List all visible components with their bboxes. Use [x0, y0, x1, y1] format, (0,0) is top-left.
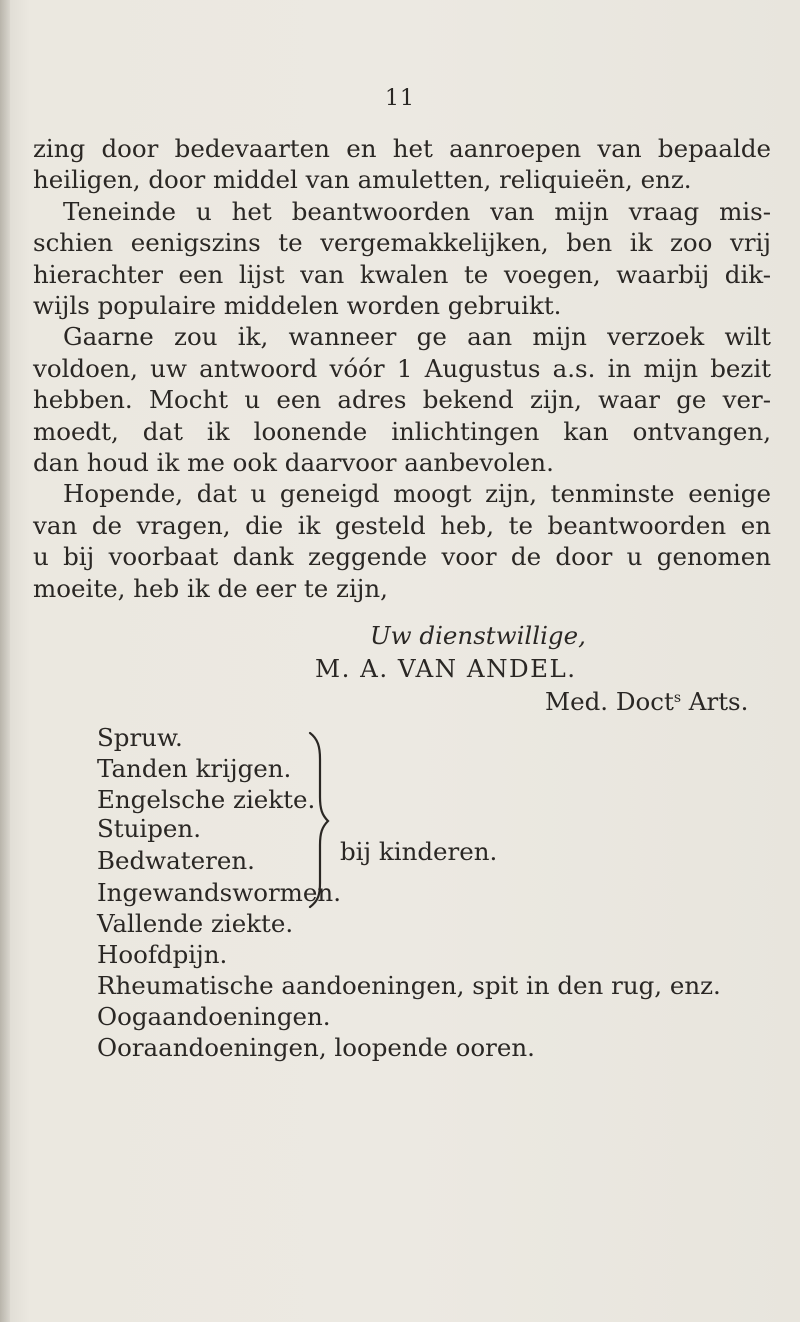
curly-brace-icon [296, 729, 336, 909]
item-text: Stuipen. [97, 814, 201, 843]
text-line: hebben. Mocht u een adres bekend zijn, waar ge ver- [33, 385, 771, 415]
closing-salutation: Uw dienstwillige, [370, 621, 586, 650]
text-line: moeite, heb ik de eer te zijn, [33, 573, 388, 603]
text-line: Gaarne zou ik, wanneer ge aan mijn verzoek wilt [63, 322, 771, 352]
text-line: zing door bedevaarten en het aanroepen van bepaalde [33, 134, 771, 163]
title-prefix: Med. Doct [545, 687, 674, 716]
item-text: Spruw. [97, 723, 183, 752]
item-text: Rheumatische aandoeningen, spit in den rug, enz. [97, 971, 721, 1000]
text-line: heiligen, door middel van amuletten, reliquieën, enz. [33, 165, 692, 195]
letter-body [33, 133, 771, 604]
title-superscript: s [673, 690, 681, 706]
brace-label: bij kinderen. [340, 837, 498, 866]
text-line: hierachter een lijst van kwalen te voegen, waarbij dik- [33, 259, 771, 289]
text-line: van de vragen, die ik gesteld heb, te beantwoorden en [33, 510, 771, 540]
text-line: u bij voorbaat dank zeggende voor de door u genomen [33, 542, 771, 572]
text-line: dan houd ik me ook daarvoor aanbevolen. [33, 448, 554, 478]
title-suffix: Arts. [681, 687, 749, 716]
item-text: Oogaandoeningen. [97, 1002, 331, 1031]
item-text: Ooraandoeningen, loopende ooren. [97, 1033, 535, 1062]
page-edge [0, 0, 10, 1322]
item-text: Ingewandswormen. [97, 878, 341, 907]
page-number: 11 [385, 86, 415, 111]
item-text: Vallende ziekte. [97, 909, 294, 938]
item-text: Engelsche ziekte. [97, 785, 316, 814]
signature-name: M. A. VAN ANDEL. [315, 654, 577, 683]
text-line: Teneinde u het beantwoorden van mijn vraag mis- [63, 196, 771, 226]
text-line: Hopende, dat u geneigd moogt zijn, tenminste eenige [63, 479, 771, 509]
text-line: wijls populaire middelen worden gebruikt. [33, 291, 562, 321]
item-text: Tanden krijgen. [97, 754, 292, 783]
item-text: Bedwateren. [97, 846, 255, 875]
item-text: Hoofdpijn. [97, 940, 228, 969]
signature-title [545, 687, 748, 716]
text-line: voldoen, uw antwoord vóór 1 Augustus a.s. in mijn bezit [33, 353, 771, 383]
text-line: schien eenigszins te vergemakkelijken, ben ik zoo vrij [33, 228, 771, 258]
text-line: moedt, dat ik loonende inlichtingen kan ontvangen, [33, 416, 771, 446]
